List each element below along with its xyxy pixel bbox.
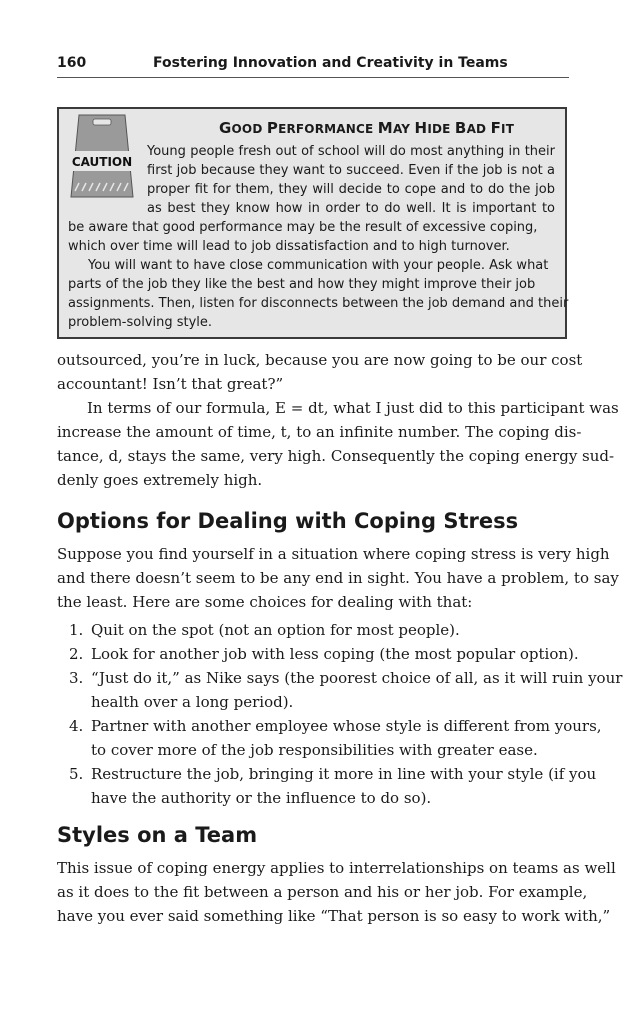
sidebar-line: assignments. Then, listen for disconnects between the job demand and their (68, 296, 569, 311)
list-number: 1. (69, 621, 84, 639)
list-item-line: Look for another job with less coping (the most popular option). (91, 645, 579, 663)
sidebar-line: problem-solving style. (68, 315, 213, 330)
running-title: Fostering Innovation and Creativity in Teams (153, 55, 508, 71)
running-header (57, 55, 569, 78)
list-item-line: Quit on the spot (not an option for most people). (91, 621, 460, 639)
sidebar-line: first job because they want to succeed. Even if the job is not a (147, 163, 555, 178)
paragraph-line: as it does to the fit between a person and his or her job. For example, (57, 883, 588, 901)
paragraph-line: outsourced, you’re in luck, because you are now going to be our cost (57, 351, 583, 369)
list-item-line: to cover more of the job responsibilities with greater ease. (91, 741, 538, 759)
paragraph-line: tance, d, stays the same, very high. Consequently the coping energy sud- (57, 447, 615, 465)
list-item-line: Partner with another employee whose style is different from yours, (91, 717, 602, 735)
section-heading: Options for Dealing with Coping Stress (57, 509, 519, 533)
sidebar-line: proper fit for them, they will decide to cope and to do the job (147, 182, 555, 197)
paragraph-line: have you ever said something like “That person is so easy to work with,” (57, 907, 611, 925)
list-number: 5. (69, 765, 84, 783)
list-item-line: health over a long period). (91, 693, 294, 711)
caution-sign-text: CAUTION (71, 155, 133, 169)
paragraph-line: In terms of our formula, E = dt, what I just did to this participant was (87, 399, 619, 417)
paragraph-line: denly goes extremely high. (57, 471, 263, 489)
list-number: 3. (69, 669, 84, 687)
list-item-line: Restructure the job, bringing it more in line with your style (if you (91, 765, 597, 783)
paragraph-line: increase the amount of time, t, to an infinite number. The coping dis- (57, 423, 582, 441)
list-item-line: have the authority or the influence to do so). (91, 789, 432, 807)
caution-sidebar (57, 107, 567, 339)
sidebar-line: parts of the job they like the best and how they might improve their job (68, 277, 536, 292)
paragraph-line: accountant! Isn’t that great?” (57, 375, 284, 393)
list-number: 2. (69, 645, 84, 663)
paragraph-line: This issue of coping energy applies to interrelationships on teams as well (57, 859, 616, 877)
list-item-line: “Just do it,” as Nike says (the poorest choice of all, as it will ruin your (91, 669, 623, 687)
sidebar-line: as best they know how in order to do well. It is important to (147, 201, 555, 216)
sidebar-line: You will want to have close communication with your people. Ask what (88, 258, 549, 273)
paragraph-line: the least. Here are some choices for dealing with that: (57, 593, 473, 611)
paragraph-line: Suppose you find yourself in a situation where coping stress is very high (57, 545, 610, 563)
sidebar-line: Young people fresh out of school will do most anything in their (147, 144, 555, 159)
page-number: 160 (57, 55, 87, 71)
caution-sign-icon (67, 111, 137, 201)
sidebar-line: which over time will lead to job dissatisfaction and to high turnover. (68, 239, 510, 254)
section-heading: Styles on a Team (57, 823, 258, 847)
sidebar-line: be aware that good performance may be the result of excessive coping, (68, 220, 538, 235)
list-number: 4. (69, 717, 84, 735)
paragraph-line: and there doesn’t seem to be any end in sight. You have a problem, to say (57, 569, 619, 587)
sidebar-title: GOOD PERFORMANCE MAY HIDE BAD FIT (219, 119, 515, 137)
